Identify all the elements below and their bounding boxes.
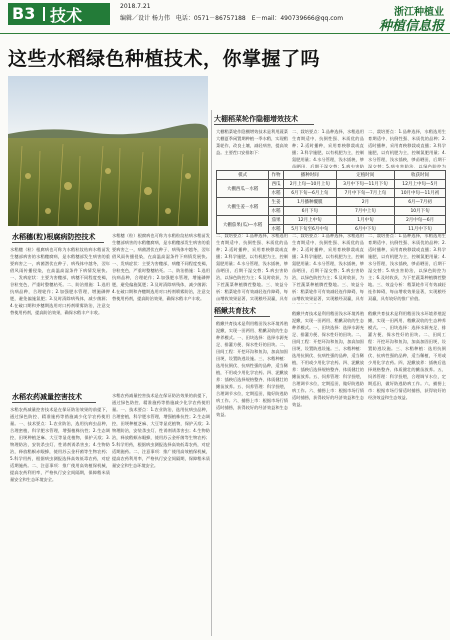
title-underline	[214, 124, 314, 125]
table-cell: 6月下旬	[283, 207, 336, 216]
table-cell: 11月中下旬	[395, 225, 446, 234]
table-cell: 2月上旬—10月上旬	[283, 180, 336, 189]
page-headline: 这些水稻绿色种植技术，你掌握了吗	[8, 48, 321, 70]
table-header: 定植时间	[336, 171, 394, 180]
table-header: 播种时间	[283, 171, 336, 180]
table-cell: 大棚茄果(瓜)—水稻	[217, 216, 269, 234]
table-cell: 6月中下旬	[336, 225, 394, 234]
table-cell: 6月下旬—6月上旬	[283, 189, 336, 198]
article-title-loach: 稻鳅共育技术	[214, 307, 256, 315]
table-cell: 10月下旬	[395, 207, 446, 216]
section-tab	[8, 3, 110, 25]
rice-field-photo	[8, 76, 208, 226]
paper-logo: 种植信息报	[378, 19, 444, 34]
article-intro-rotation-cont: 二、栽培要点：1.品种选择，水稻选用生育期适中、抗倒性强、米质优的品种；2.适时播种，采用育秧移栽或直播；3.科学施肥，以有机肥为主，控制氮肥用量；4.水分管理，浅水插秧，够苗晒田，后期干湿交替；5.病虫害防	[292, 129, 364, 168]
article-body-pesticide: 水稻农药减量控害技术是在保证防治效果的前提下，通过绿色防控、精准施药等措施减少化学农药使用量。一、技术要点：1.农业防治，选用抗病虫品种，合理密植，科学肥水管理，增强植株抗性；2.生态调控，田埂种植芝麻、大豆等显花植物，保护天敌；3.物理防治，安装杀虫灯、性诱剂诱杀害虫；4.生物防治，释放稻螟赤眼蜂，使用苏云金杆菌等生物农药；5.科学用药，根据病虫测报选择高效低毒农药，对症适期施药。二、注意事项：推广使用高效植保机械，提高农药利用率，严格执行安全间隔期，保障稻米质量安全和生态环境安全。	[10, 407, 110, 482]
issue-date: 2018.7.21	[120, 3, 151, 10]
table-cell: 1月播种覆膜	[283, 198, 336, 207]
column-divider	[211, 110, 212, 636]
article-body-loach-cont2: 稻鳅共育技术是利用稻田浅水环境养殖泥鳅，实现一田两用、稻鳅双收的生态种养模式。一、田块选择：选择水源充足、排灌方便、保水性好的田块。二、田间工程：开挖环沟和鱼沟，加高加固田埂，设置防逃设施。三、水稻种植：选用抗倒伏、抗病性强的品种，适当稀植，不用或少用化学农药。四、泥鳅放养：插秧后选择规格整齐、体质健壮的鳅苗放养。五、饲养管理：科学投喂，合理调节水位，定期巡田，做好防逃防病工作。六、捕捞上市：根据市场行情适时捕捞，获得较好的经济效益和生态效益。	[368, 311, 446, 400]
table-cell: 12月上中旬—5月	[395, 180, 446, 189]
article-body-blight: 水稻穗（粒）根腐病也可称为水稻粒纹枯病水稻苗发生穗部病害的水稻穗腐病，是水稻穗部发生病害的重要病害之一，病菌潜伏在种子、病残体中越冬，翌年借风雨传播侵染，在高温高湿条件下病情发展快。一、发病症状：主要为害穗部，病穗不同程度变褐，谷粒变色，严重时整穗枯死。二、防治措施：1.选用抗病品种，合理轮作；2.加强肥水管理，增施磷钾肥，避免偏施氮肥；3.及时清除病残体，减少菌源；4.在破口期和齐穗期选用对口药剂喷雾防治，注意交替使用药剂，提高防治效果，确保水稻丰产丰收。	[10, 247, 110, 315]
table-cell: 7月中上旬	[336, 207, 394, 216]
rotation-schedule-table	[216, 170, 446, 234]
article-body-pesticide-cont: 水稻农药减量控害技术是在保证防治效果的前提下，通过绿色防控、精准施药等措施减少化学农药使用量。一、技术要点：1.农业防治，选用抗病虫品种，合理密植，科学肥水管理，增强植株抗性；2.生态调控，田埂种植芝麻、大豆等显花植物，保护天敌；3.物理防治，安装杀虫灯、性诱剂诱杀害虫；4.生物防治，释放稻螟赤眼蜂，使用苏云金杆菌等生物农药；5.科学用药，根据病虫测报选择高效低毒农药，对症适期施药。二、注意事项：推广使用高效植保机械，提高农药利用率，严格执行安全间隔期，保障稻米质量安全和生态环境安全。	[112, 393, 210, 468]
table-cell: 生姜	[269, 198, 284, 207]
table-cell: 2月中旬—6月	[395, 216, 446, 225]
title-underline	[12, 242, 104, 243]
table-cell: 水稻	[269, 225, 284, 234]
article-body-rotation-cont: 二、栽培要点：1.品种选择，水稻选用生育期适中、抗倒性强、米质优的品种；2.适时播种，采用育秧移栽或直播；3.科学施肥，以有机肥为主，控制氮肥用量；4.水分管理，浅水插秧，够苗晒田，后期干湿交替；5.病虫害防治，以绿色防控为主；6.及时收获，为下茬蔬菜种植腾茬整地。三、效益分析：稻菜轮作可有效减轻连作障碍，每亩增收效果显著，实现粮经双赢，具有	[292, 233, 364, 301]
table-cell: 12月上中旬	[283, 216, 336, 225]
article-body-rotation-cont2: 二、栽培要点：1.品种选择，水稻选用生育期适中、抗倒性强、米质优的品种；2.适时播种，采用育秧移栽或直播；3.科学施肥，以有机肥为主，控制氮肥用量；4.水分管理，浅水插秧，够苗晒田，后期干湿交替；5.病虫害防治，以绿色防控为主；6.及时收获，为下茬蔬菜种植腾茬整地。三、效益分析：稻菜轮作可有效减轻连作障碍，每亩增收效果显著，实现粮经双赢，具有较好的推广价值。	[368, 233, 446, 301]
article-title-blight: 水稻穗(粒)根腐病防控技术	[12, 233, 96, 241]
table-header-row	[217, 171, 446, 180]
table-header: 收获时间	[395, 171, 446, 180]
article-intro-rotation-cont2: 二、栽培要点：1.品种选择，水稻选用生育期适中、抗倒性强、米质优的品种；2.适时播种，采用育秧移栽或直播；3.科学施肥，以有机肥为主，控制氮肥用量；4.水分管理，浅水插秧，够苗晒田，后期干湿交替；5.病虫害防治，以绿色防控为	[368, 129, 446, 168]
table-header: 模式	[217, 171, 269, 180]
section-title: 技术	[50, 6, 83, 25]
table-row	[217, 180, 446, 189]
article-title-rotation: 大棚稻菜轮作隐棚增效技术	[214, 115, 298, 123]
table-cell: 水稻	[269, 189, 284, 198]
table-cell: 3月中下旬—11月下旬	[336, 180, 394, 189]
article-body-loach-cont: 稻鳅共育技术是利用稻田浅水环境养殖泥鳅，实现一田两用、稻鳅双收的生态种养模式。一、田块选择：选择水源充足、排灌方便、保水性好的田块。二、田间工程：开挖环沟和鱼沟，加高加固田埂，设置防逃设施。三、水稻种植：选用抗倒伏、抗病性强的品种，适当稀植，不用或少用化学农药。四、泥鳅放养：插秧后选择规格整齐、体质健壮的鳅苗放养。五、饲养管理：科学投喂，合理调节水位，定期巡田，做好防逃防病工作。六、捕捞上市：根据市场行情适时捕捞，获得较好的经济效益和生态效益。	[292, 311, 364, 407]
table-cell: 7月中下旬—7月上旬	[336, 189, 394, 198]
table-cell: 西瓜	[269, 180, 284, 189]
article-body-rotation: 二、栽培要点：1.品种选择，水稻选用生育期适中、抗倒性强、米质优的品种；2.适时播种，采用育秧移栽或直播；3.科学施肥，以有机肥为主，控制氮肥用量；4.水分管理，浅水插秧，够苗晒田，后期干湿交替；5.病虫害防治，以绿色防控为主；6.及时收获，为下茬蔬菜种植腾茬整地。三、效益分析：稻菜轮作可有效减轻连作障碍，每亩增收效果显著，实现粮经双赢，具有	[216, 233, 288, 301]
article-intro-rotation: 大棚稻菜轮作隐棚增效技术是利用蔬菜大棚夏季闲置期种植一季水稻，实现稻菜轮作，改良土壤，减轻病害，提高效益。主要茬口安排如下：	[216, 129, 288, 155]
table-header: 作物	[269, 171, 284, 180]
table-cell: 6月—7月初	[395, 198, 446, 207]
table-cell: 大棚西瓜－水稻	[217, 180, 269, 198]
table-row	[217, 216, 446, 225]
table-cell: 2月	[336, 198, 394, 207]
title-underline	[12, 402, 96, 403]
title-underline	[214, 316, 270, 317]
table-cell: 水稻	[269, 207, 284, 216]
table-cell: 大棚生姜－水稻	[217, 198, 269, 216]
table-cell: 5月下旬至6月中旬	[283, 225, 336, 234]
masthead	[0, 0, 450, 34]
table-cell: 1月中旬	[336, 216, 394, 225]
article-body-loach: 稻鳅共育技术是利用稻田浅水环境养殖泥鳅，实现一田两用、稻鳅双收的生态种养模式。一、田块选择：选择水源充足、排灌方便、保水性好的田块。二、田间工程：开挖环沟和鱼沟，加高加固田埂，设置防逃设施。三、水稻种植：选用抗倒伏、抗病性强的品种，适当稀植，不用或少用化学农药。四、泥鳅放养：插秧后选择规格整齐、体质健壮的鳅苗放养。五、饲养管理：科学投喂，合理调节水位，定期巡田，做好防逃防病工作。六、捕捞上市：根据市场行情适时捕捞，获得较好的经济效益和生态效益。	[216, 321, 288, 417]
table-row	[217, 198, 446, 207]
divider	[43, 7, 45, 21]
page-number: B3	[12, 4, 36, 23]
table-cell: 茄果	[269, 216, 284, 225]
article-title-pesticide: 水稻农药减量控害技术	[12, 393, 82, 401]
editor-contact: 编辑／设计 杨力伟 电话：0571－86757188 E－mail：490739666@qq.com	[120, 15, 344, 22]
table-cell: 10月中旬—11月初	[395, 189, 446, 198]
publisher: 浙江种植业	[394, 7, 444, 18]
article-body-blight-cont: 水稻穗（粒）根腐病也可称为水稻粒纹枯病水稻苗发生穗部病害的水稻穗腐病，是水稻穗部发生病害的重要病害之一，病菌潜伏在种子、病残体中越冬，翌年借风雨传播侵染，在高温高湿条件下病情发展快。一、发病症状：主要为害穗部，病穗不同程度变褐，谷粒变色，严重时整穗枯死。二、防治措施：1.选用抗病品种，合理轮作；2.加强肥水管理，增施磷钾肥，避免偏施氮肥；3.及时清除病残体，减少菌源；4.在破口期和齐穗期选用对口药剂喷雾防治，注意交替使用药剂，提高防治效果，确保水稻丰产丰收。	[112, 233, 210, 301]
